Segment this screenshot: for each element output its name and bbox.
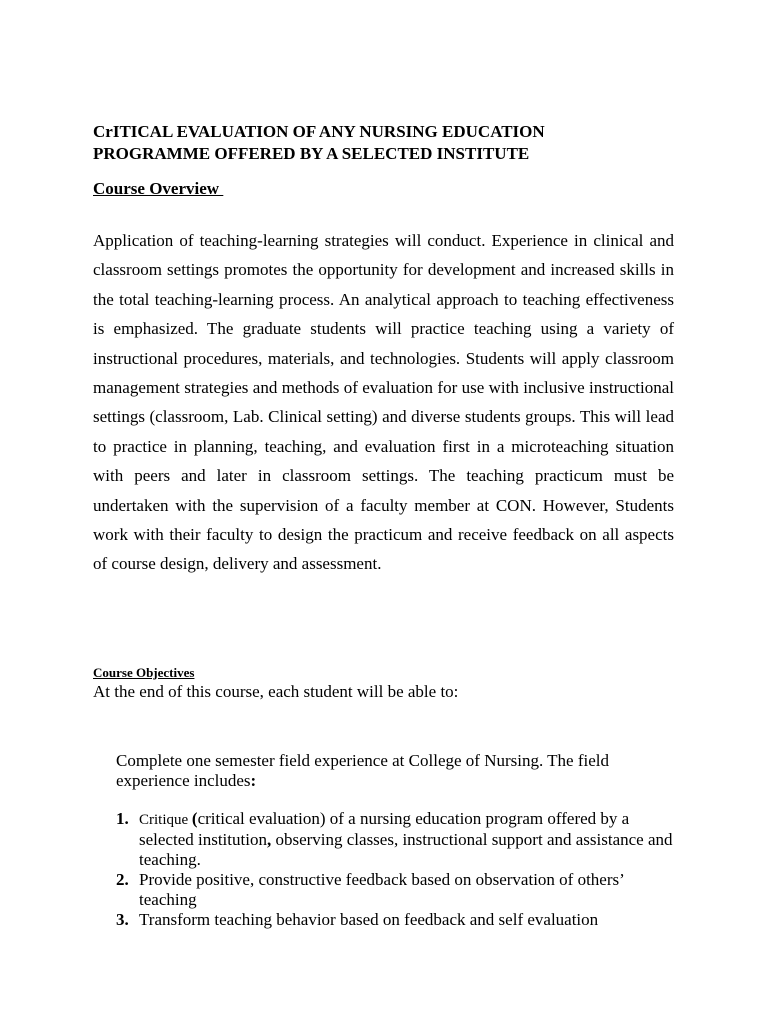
field-experience-text: Complete one semester field experience at College of Nursing. The field experience includes xyxy=(116,751,609,790)
list-item xyxy=(116,870,676,910)
list-item-number: 1. xyxy=(116,809,129,828)
field-experience-colon: : xyxy=(250,771,257,790)
document-title xyxy=(93,121,693,165)
course-overview-heading: Course Overview xyxy=(93,179,224,198)
field-experience-paragraph xyxy=(116,751,676,791)
list-item-text-a: critical evaluation) of a nursing education program offered by a selected institution xyxy=(139,809,630,849)
list-item-lead: Critique xyxy=(139,812,192,828)
list-item-comma: , xyxy=(266,830,272,849)
list-item xyxy=(116,910,676,930)
list-item-text: Transform teaching behavior based on feedback and self evaluation xyxy=(139,910,599,929)
course-objectives-heading: Course Objectives xyxy=(93,665,195,680)
title-line-2: PROGRAMME OFFERED BY A SELECTED INSTITUTE xyxy=(93,144,530,163)
title-line-1: CrITICAL EVALUATION OF ANY NURSING EDUCATION xyxy=(93,122,545,141)
list-item-paren: ( xyxy=(191,809,198,828)
list-item-number: 2. xyxy=(116,870,129,889)
list-item xyxy=(116,808,676,870)
list-item-text: Provide positive, constructive feedback based on observation of others’ teaching xyxy=(139,870,624,909)
course-overview-paragraph: Application of teaching-learning strategies will conduct. Experience in clinical and classroom settings promotes the opportunity for development and increased skills in the total teaching-learning process. An analytical approach to teaching effectiveness is emphasized. The graduate students will practice teaching using a variety of instructional procedures, materials, and technologies. Students will apply classroom management strategies and methods of evaluation for use with inclusive instructional settings (classroom, Lab. Clinical setting) and diverse students groups. This will lead to practice in planning, teaching, and evaluation first in a microteaching situation with peers and later in classroom settings. The teaching practicum must be undertaken with the supervision of a faculty member at CON. However, Students work with their faculty to design the practicum and receive feedback on all aspects of course design, delivery and assessment. xyxy=(93,231,674,574)
objectives-list xyxy=(116,808,676,930)
list-item-number: 3. xyxy=(116,910,129,929)
objectives-intro: At the end of this course, each student will be able to: xyxy=(93,682,459,701)
list-item-text-b: observing classes, instructional support and assistance and teaching. xyxy=(139,830,673,869)
